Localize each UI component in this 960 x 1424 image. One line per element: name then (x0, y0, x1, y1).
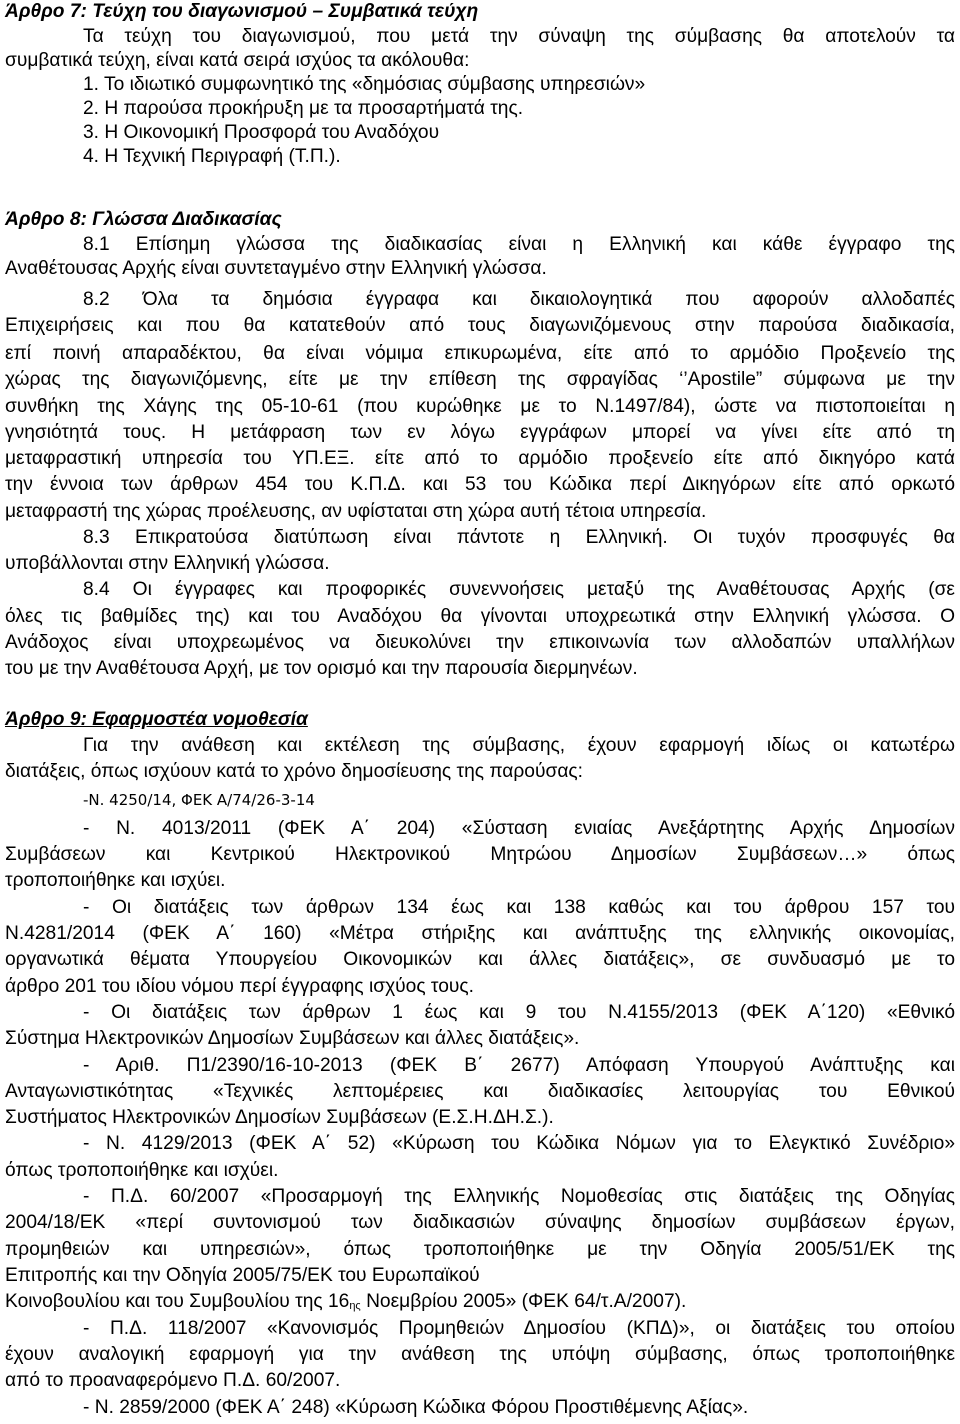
text-line-council (5, 1290, 955, 1318)
text-line: 2004/18/ΕΚ «περί συντονισμού των διαδικασιών σύναψης δημοσίων συμβάσεων έργων, (5, 1212, 955, 1233)
text-line: μεταφραστή της χώρας προέλευσης, αν υφίσταται στη χώρα αυτή τέτοια υπηρεσία. (5, 501, 707, 522)
text-line: 8.2 Όλα τα δημόσια έγγραφα και δικαιολογητικά που αφορούν αλλοδαπές (83, 289, 955, 310)
text-line: τροποποιήθηκε και ισχύει. (5, 870, 226, 891)
text-line: συμβατικά τεύχη, είναι κατά σειρά ισχύος τα ακόλουθα: (5, 50, 470, 71)
text-line: προμηθειών και υπηρεσιών», όπως τροποποιήθηκε με την Οδηγία 2005/51/ΕΚ της (5, 1239, 955, 1260)
text-segment: Νοεμβρίου 2005» (ΦΕΚ 64/τ.Α/2007). (360, 1291, 687, 1312)
text-line: επί ποινή απαραδέκτου, θα είναι νόμιμα επικυρωμένα, είτε από το αρμόδιο Προξενείο της (5, 343, 955, 364)
list-item: 3. Η Οικονομική Προσφορά του Αναδόχου (83, 122, 440, 143)
text-line: χώρας της διαγωνιζόμενης, είτε με την επίθεση της σφραγίδας ‘’Apostile” σύμφωνα με την (5, 369, 955, 390)
law-item: - Π.Δ. 60/2007 «Προσαρμογή της Ελληνικής Νομοθεσίας στις διατάξεις της Οδηγίας (83, 1186, 955, 1207)
text-line: Τα τεύχη του διαγωνισμού, που μετά την σύναψη της σύμβασης θα αποτελούν τα (83, 26, 955, 47)
list-item: 4. Η Τεχνική Περιγραφή (Τ.Π.). (83, 146, 341, 167)
article-9-heading: Άρθρο 9: Εφαρμοστέα νομοθεσία (5, 709, 308, 730)
article-7-heading: Άρθρο 7: Τεύχη του διαγωνισμού – Συμβατικά τεύχη (5, 1, 479, 22)
law-item: - Π.Δ. 118/2007 «Κανονισμός Προμηθειών Δημοσίου (ΚΠΔ)», οι διατάξεις του οποίου (83, 1318, 955, 1339)
text-line: 8.4 Οι έγγραφες και προφορικές συνεννοήσεις μεταξύ της Αναθέτουσας Αρχής (σε (83, 579, 955, 600)
text-line: Για την ανάθεση και εκτέλεση της σύμβασης, έχουν εφαρμογή ιδίως οι κατωτέρω (83, 735, 955, 756)
law-item: -Ν. 4250/14, ΦΕΚ Α/74/26-3-14 (83, 791, 315, 809)
text-line: Συμβάσεων και Κεντρικού Ηλεκτρονικού Μητρώου Δημοσίων Συμβάσεων…» όπως (5, 844, 955, 865)
text-line: Ανάδοχος είναι υποχρεωμένος να διευκολύνει την επικοινωνία των αλλοδαπών υπαλλήλων (5, 632, 955, 653)
text-line: οργανωτικά θέματα Υπουργείου Οικονομικών και άλλες διατάξεις», σε συνδυασμό με το (5, 949, 955, 970)
text-line: άρθρο 201 του ιδίου νόμου περί έγγραφης ισχύος τους. (5, 976, 474, 997)
law-item: - Οι διατάξεις των άρθρων 134 έως και 138 καθώς και του άρθρου 157 του (83, 897, 955, 918)
text-line: όλες τις βαθμίδες της) και του Αναδόχου θα γίνονται υποχρεωτικά στην Ελληνική γλώσσα. Ο (5, 606, 955, 627)
article-8-heading: Άρθρο 8: Γλώσσα Διαδικασίας (5, 209, 282, 230)
text-line: 8.3 Επικρατούσα διατύπωση είναι πάντοτε η Ελληνική. Οι τυχόν προσφυγές θα (83, 527, 955, 548)
text-line: του με την Αναθέτουσα Αρχή, με τον ορισμό και την παρουσία διερμηνέων. (5, 658, 638, 679)
law-item: - Ν. 2859/2000 (ΦΕΚ Α΄ 248) «Κύρωση Κώδικα Φόρου Προστιθέμενης Αξίας». (83, 1397, 749, 1418)
text-line: από το προαναφερόμενο Π.Δ. 60/2007. (5, 1370, 341, 1391)
law-item: - Ν. 4129/2013 (ΦΕΚ Α΄ 52) «Κύρωση του Κώδικα Νόμων για το Ελεγκτικό Συνέδριο» (83, 1133, 955, 1154)
text-line: υποβάλλονται στην Ελληνική γλώσσα. (5, 553, 330, 574)
text-line: την έννοια των άρθρων 454 του Κ.Π.Δ. και 53 του Κώδικα περί Δικηγόρων είτε από ορκωτό (5, 474, 955, 495)
text-line: μεταφραστική υπηρεσία του ΥΠ.ΕΞ. είτε από το αρμόδιο προξενείο είτε από δικηγόρο κατά (5, 448, 955, 469)
law-item: - Οι διατάξεις των άρθρων 1 έως και 9 του Ν.4155/2013 (ΦΕΚ Α΄120) «Εθνικό (83, 1002, 955, 1023)
text-line: Αναθέτουσας Αρχής είναι συντεταγμένο στην Ελληνική γλώσσα. (5, 258, 547, 279)
list-item: 2. Η παρούσα προκήρυξη με τα προσαρτήματά της. (83, 98, 524, 119)
law-item: - Ν. 4013/2011 (ΦΕΚ Α΄ 204) «Σύσταση ενιαίας Ανεξάρτητης Αρχής Δημοσίων (83, 818, 955, 839)
text-line: συνθήκη της Χάγης της 05-10-61 (που κυρώθηκε με το Ν.1497/84), ώστε να πιστοποιείται η (5, 396, 955, 417)
text-line: Σύστημα Ηλεκτρονικών Δημοσίων Συμβάσεων και άλλες διατάξεις». (5, 1028, 580, 1049)
text-line: Επιχειρήσεις και που θα κατατεθούν από τους διαγωνιζόμενους στην παρούσα διαδικασία, (5, 315, 955, 336)
text-line: Ν.4281/2014 (ΦΕΚ Α΄ 160) «Μέτρα στήριξης και ανάπτυξης της ελληνικής οικονομίας, (5, 923, 955, 944)
text-line: όπως τροποποιήθηκε και ισχύει. (5, 1160, 279, 1181)
text-line: διατάξεις, όπως ισχύουν κατά το χρόνο δημοσίευσης της παρούσας: (5, 761, 583, 782)
text-line: Ανταγωνιστικότητας «Τεχνικές λεπτομέρειες και διαδικασίες λειτουργίας του Εθνικού (5, 1081, 955, 1102)
text-line: γνησιότητά τους. Η μετάφραση των εν λόγω εγγράφων μπορεί να γίνει είτε από τη (5, 422, 955, 443)
text-segment: Κοινοβουλίου και του Συμβουλίου της 16 (5, 1291, 350, 1312)
law-item: - Αριθ. Π1/2390/16-10-2013 (ΦΕΚ Β΄ 2677) Απόφαση Υπουργού Ανάπτυξης και (83, 1055, 955, 1076)
text-line: Επιτροπής και την Οδηγία 2005/75/ΕΚ του Ευρωπαϊκού (5, 1265, 480, 1286)
text-line: Συστήματος Ηλεκτρονικών Δημοσίων Συμβάσεων (Ε.Σ.Η.ΔΗ.Σ.). (5, 1107, 554, 1128)
text-line: 8.1 Επίσημη γλώσσα της διαδικασίας είναι η Ελληνική και κάθε έγγραφο της (83, 234, 955, 255)
list-item: 1. Το ιδιωτικό συμφωνητικό της «δημόσιας σύμβασης υπηρεσιών» (83, 74, 646, 95)
text-line: έχουν αναλογική εφαρμογή για την ανάθεση της υπόψη σύμβασης, όπως τροποποιήθηκε (5, 1344, 955, 1365)
ordinal-suffix: ης (349, 1300, 361, 1312)
